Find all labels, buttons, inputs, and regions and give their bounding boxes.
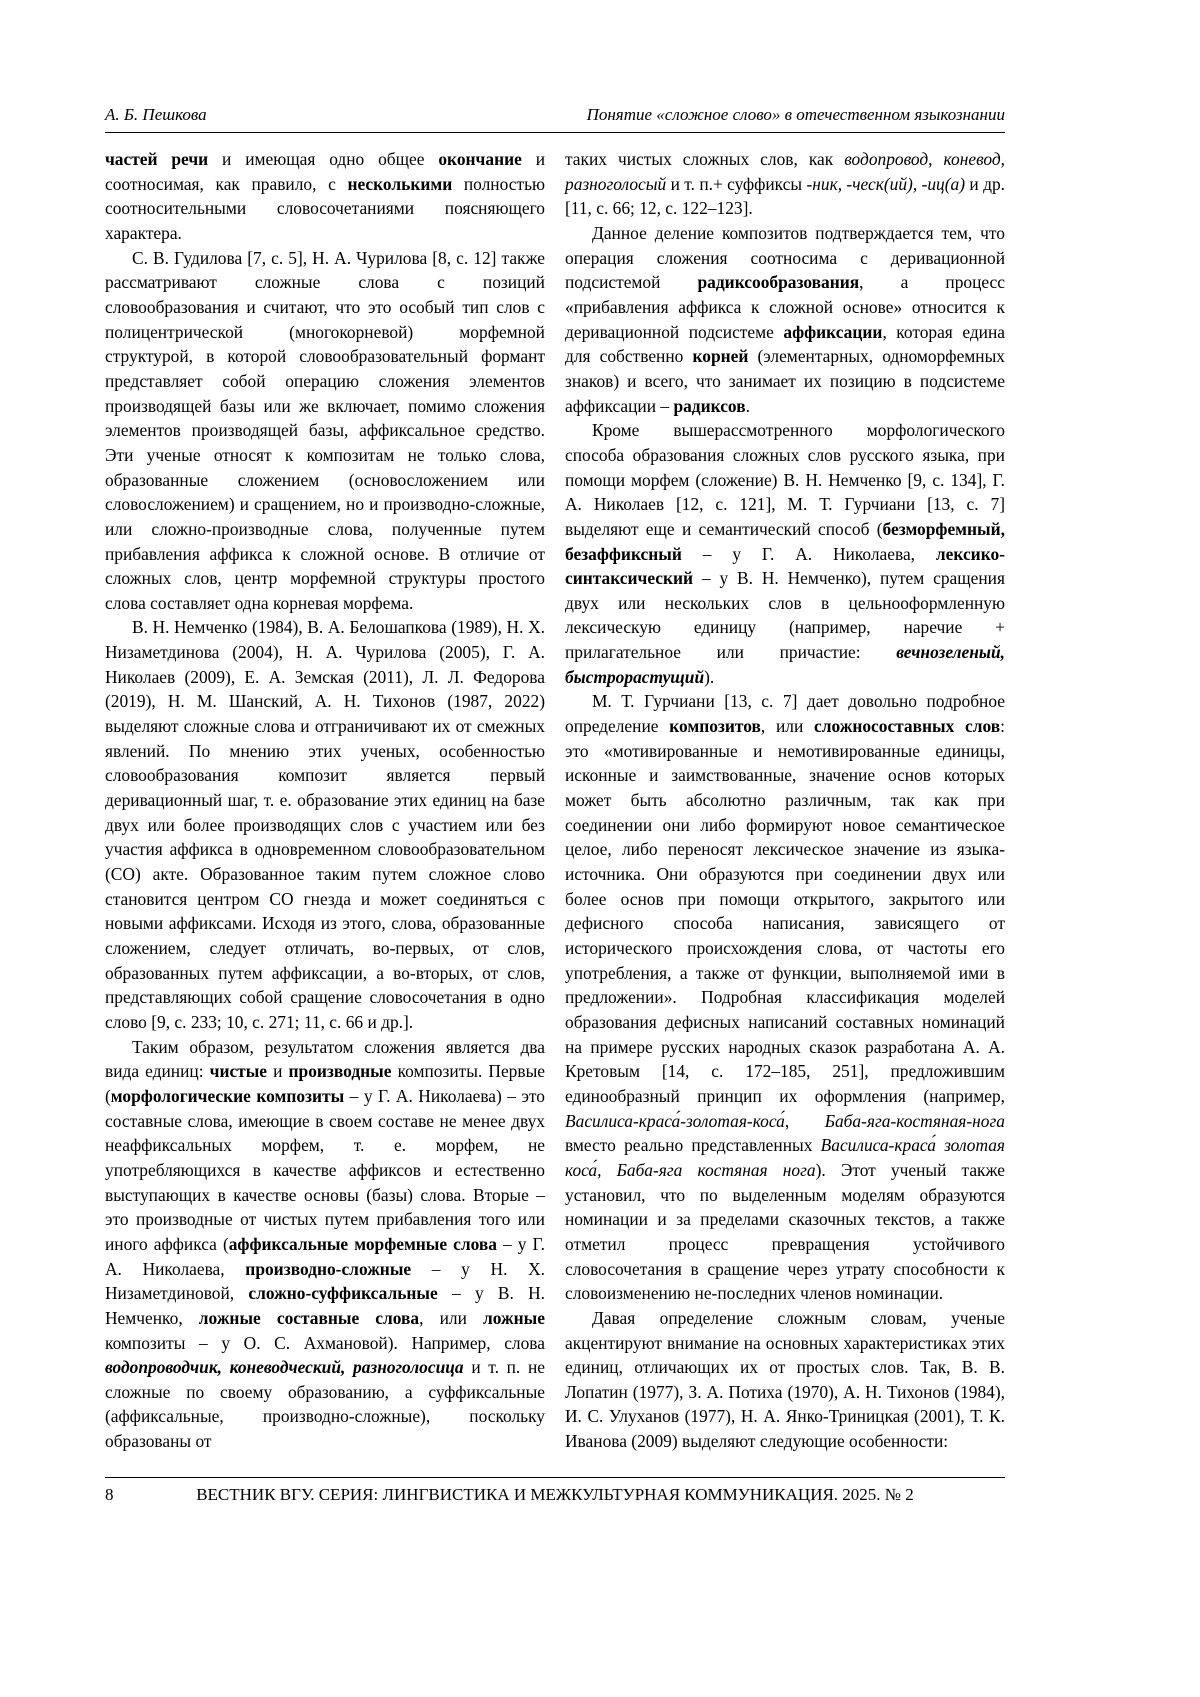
text-run: несколькими: [347, 173, 453, 194]
footer-inner: [105, 1485, 1005, 1505]
two-column-body: [105, 147, 1005, 1454]
page-footer: [105, 1477, 1005, 1505]
text-run: ложные составные слова: [198, 1307, 420, 1328]
paragraph: [105, 147, 545, 246]
text-run: ,: [784, 1110, 825, 1131]
text-run: аффиксальные морфемные слова: [228, 1233, 497, 1254]
paragraph: [105, 1035, 545, 1454]
paragraph: [565, 1306, 1005, 1454]
paragraph: [565, 689, 1005, 1305]
text-run: – у В. Н. Немченко,: [105, 1283, 545, 1328]
text-run: радиксообразования: [697, 272, 860, 293]
text-run: Василиса-краса́ золотая коса́, Баба-яга костяная нога: [565, 1135, 1005, 1180]
paragraph: [105, 615, 545, 1034]
text-run: – у Г. А. Николаева) – это составные слова, имеющие в своем составе не менее двух неаффиксальных морфем, т. е. морфем, не употребляющихся в качестве аффиксов и естественно выступающих в качестве основы (базы) слова. Вторые – это производные от чистых путем прибавления того или иного аффикса (: [105, 1085, 545, 1254]
text-run: аффиксации: [783, 321, 883, 342]
text-run: частей речи: [105, 149, 209, 169]
running-head: [105, 105, 1005, 133]
journal-line: ВЕСТНИК ВГУ. СЕРИЯ: ЛИНГВИСТИКА И МЕЖКУЛЬТУРНАЯ КОММУНИКАЦИЯ. 2025. № 2: [196, 1485, 914, 1504]
text-run: корней: [692, 346, 749, 367]
text-run: безморфемный, безаффиксный: [565, 518, 1005, 564]
right-column: [565, 147, 1005, 1454]
text-run: ложные: [483, 1307, 545, 1328]
text-run: , или: [760, 716, 814, 737]
text-run: окончание: [438, 149, 522, 169]
text-run: производные: [288, 1061, 392, 1082]
running-author: А. Б. Пешкова: [105, 105, 207, 124]
text-run: вечнозеленый, быстрорастущий: [565, 642, 1005, 687]
text-run: водопровод, коневод, разноголосый: [565, 149, 1005, 194]
text-run: М. Т. Гурчиани [13, с. 7] дает довольно подробное определение: [565, 691, 1005, 737]
page-number: 8: [105, 1485, 114, 1504]
text-run: производно-сложные: [245, 1258, 412, 1279]
text-run: полностью соотносительными словосочетаниями поясняющего характера.: [105, 173, 545, 243]
text-run: – у Г. А. Николаева,: [681, 543, 936, 564]
text-run: морфологические композиты: [110, 1085, 345, 1106]
text-run: (элементарных, одноморфемных знаков) и всего, что занимает их позицию в подсистеме аффиксации –: [565, 346, 1005, 416]
paragraph: [565, 221, 1005, 418]
text-run: радиксов: [673, 395, 746, 416]
left-column: [105, 147, 545, 1454]
text-run: композитов: [669, 716, 761, 737]
text-run: Кроме вышерассмотренного морфологического способа образования сложных слов русского языка, при помощи морфем (сложение) В. Н. Немченко [9, с. 134], Г. А. Николаев [12, с. 121], М. Т. Гурчиани [13, с. 7] выделяют еще и семантический способ (: [565, 420, 1005, 539]
text-run: : это «мотивированные и немотивированные единицы, исконные и заимствованные, значение основ которых может быть абсолютно различным, так как при соединении они либо формируют новое семантическое целое, либо переносят лексическое значение из языка-источника. Они образуются при соединении двух или более основ при помощи открытого, закрытого или дефисного способа написания, зависящего от исторического происхождения слова, от частоты его употребления, а также от функции, выполняемой ими в предложении». Подробная классификация моделей образования дефисных написаний составных номинаций на примере русских народных сказок разработана А. А. Кретовым [14, с. 172–185, 251], предложившим единообразный принцип их оформления (например,: [565, 716, 1005, 1106]
running-title: Понятие «сложное слово» в отечественном языкознании: [586, 105, 1005, 124]
text-run: , или: [419, 1307, 484, 1328]
text-run: лексико-синтаксический: [565, 543, 1005, 589]
text-run: ). Этот ученый также установил, что по выделенным моделям образуются номинации и за пределами сказочных текстов, а также отметил процесс превращения устойчивого словосочетания в сращение через утрату способности к словоизменению не-последних членов номинации.: [565, 1159, 1005, 1304]
text-run: – у Н. Х. Низаметдиновой,: [105, 1258, 545, 1304]
text-run: ).: [704, 666, 715, 687]
text-run: и: [267, 1061, 289, 1082]
text-run: Таким образом, результатом сложения является два вида единиц:: [105, 1036, 545, 1082]
text-run: – у В. Н. Немченко), путем сращения двух или нескольких слов в цельнооформленную лексическую единицу (например, наречие + прилагательное или причастие:: [565, 568, 1005, 663]
text-run: , а процесс «прибавления аффикса к сложной основе» относится к деривационной подсистеме: [565, 272, 1005, 342]
text-run: С. В. Гудилова [7, с. 5], Н. А. Чурилова [8, с. 12] также рассматривают сложные слова с позиций словообразования и считают, что это особый тип слов с полицентрической (многокорневой) морфемной структурой, в которой словообразовательный формант представляет собой операцию сложения элементов производящей базы или же включает, помимо сложения элементов производящей базы, аффиксальное средство. Эти ученые относят к композитам не только слова, образованные сложением (основосложением или словосложением) и сращением, но и производно-сложные, или сложно-производные слова, полученные путем прибавления аффикса к сложной основе. В отличие от сложных слов, центр морфемной структуры простого слова составляет одна корневая морфема.: [105, 247, 545, 613]
text-run: Баба-яга-костяная-нога: [824, 1110, 1005, 1131]
page-content: [105, 105, 1005, 1454]
text-run: Данное деление композитов подтверждается тем, что операция сложения соотносима с деривационной подсистемой: [565, 222, 1005, 293]
text-run: чистые: [209, 1061, 268, 1082]
text-run: .: [745, 395, 750, 416]
text-run: и др. [11, с. 66; 12, с. 122–123].: [565, 173, 1005, 219]
text-run: -ник, -ческ(ий), -иц(а): [806, 173, 966, 194]
text-run: В. Н. Немченко (1984), В. А. Белошапкова (1989), Н. Х. Низаметдинова (2004), Н. А. Чурилова (2005), Г. А. Николаев (2009), Е. А. Земская (2011), Л. Л. Федорова (2019), Н. М. Шанский, А. Н. Тихонов (1987, 2022) выделяют сложные слова и отграничивают их от смежных явлений. По мнению этих ученых, особенностью словообразования композит является первый деривационный шаг, т. е. образование этих единиц на базе двух или более производящих слов с участием или без участия аффикса в одновременном словообразовательном (СО) акте. Образованное таким путем сложное слово становится центром СО гнезда и может соединяться с новыми аффиксами. Исходя из этого, слова, образованные сложением, следует отличать, во-первых, от слов, образованных путем аффиксации, а во-вторых, от слов, представляющих собой сращение словосочетания в одно слово [9, с. 233; 10, с. 271; 11, с. 66 и др.].: [105, 617, 545, 1032]
text-run: – у Г. А. Николаева,: [105, 1233, 545, 1279]
text-run: и имеющая одно общее: [208, 149, 439, 169]
text-run: композиты – у О. С. Ахмановой). Например, слова: [105, 1332, 545, 1353]
text-run: и соотносимая, как правило, с: [105, 149, 546, 194]
text-run: вместо реально представленных: [565, 1135, 821, 1156]
paragraph: [105, 246, 545, 616]
text-run: , которая едина для собственно: [565, 321, 1005, 367]
text-run: композиты. Первые (: [105, 1061, 545, 1106]
text-run: сложносоставных слов: [813, 716, 1001, 737]
paragraph: [565, 147, 1005, 221]
text-run: Давая определение сложным словам, ученые акцентируют внимание на основных характеристиках этих единиц, отличающих их от простых слов. Так, В. В. Лопатин (1977), З. А. Потиха (1970), А. Н. Тихонов (1984), И. С. Улуханов (1977), Н. А. Янко-Триницкая (2001), Т. К. Иванова (2009) выделяют следующие особенности:: [565, 1307, 1005, 1452]
text-run: Василиса-краса́-золотая-коса́: [565, 1110, 785, 1131]
paragraph: [565, 418, 1005, 689]
text-run: и т. п.+ суффиксы: [666, 173, 807, 194]
text-run: таких чистых сложных слов, как: [565, 149, 845, 169]
text-run: и т. п. не сложные по своему образованию, а суффиксальные (аффиксальные, производно-сложные), поскольку образованы от: [105, 1357, 545, 1452]
text-run: водопроводчик, коневодческий, разноголосица: [105, 1357, 464, 1378]
text-run: сложно-суффиксальные: [248, 1283, 438, 1304]
